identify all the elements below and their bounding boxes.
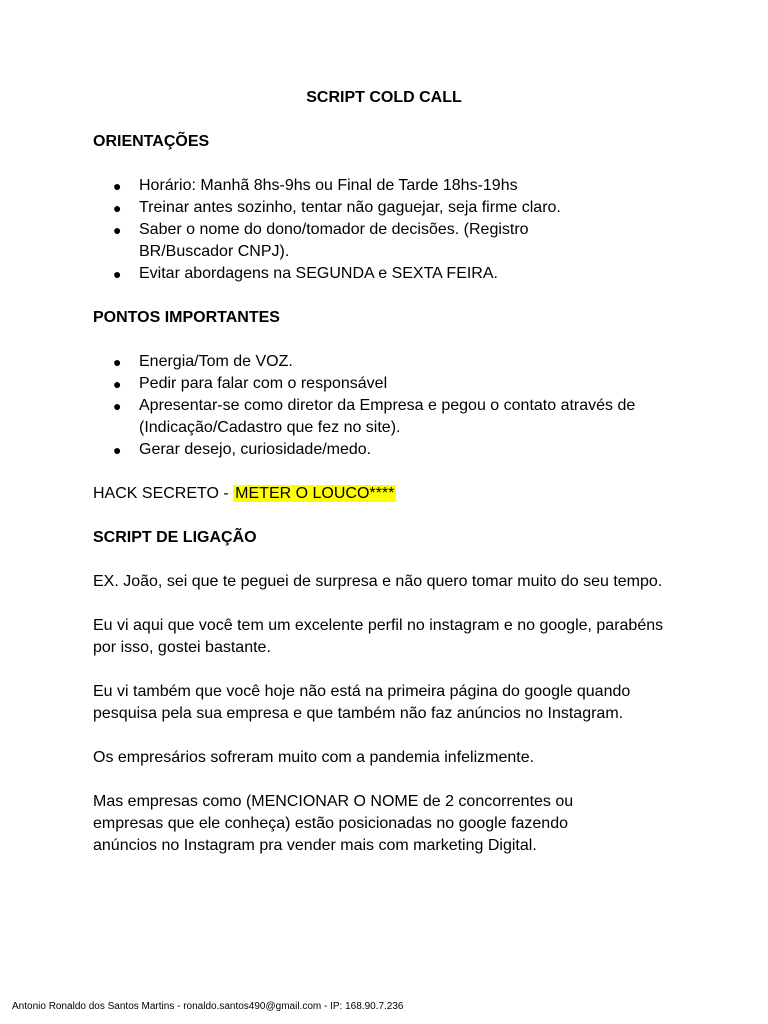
list-item: ● Horário: Manhã 8hs-9hs ou Final de Tarde 18hs-19hs [93,175,693,197]
script-paragraph: Eu vi também que você hoje não está na primeira página do google quando pesquisa pela sua empresa e que também não faz anúncios no Instagram. [93,683,631,722]
document-title: SCRIPT COLD CALL [306,89,462,106]
list-item: ● Treinar antes sozinho, tentar não gaguejar, seja firme claro. [93,197,693,219]
list-item: ● Saber o nome do dono/tomador de decisões. (Registro BR/Buscador CNPJ). [113,221,529,260]
pontos-heading: PONTOS IMPORTANTES [93,309,280,326]
document-body [93,131,693,857]
hack-prefix: HACK SECRETO - [93,485,234,502]
bullet-icon: ● [113,222,122,238]
hack-line [93,483,693,505]
script-paragraph: EX. João, sei que te peguei de surpresa e não quero tomar muito do seu tempo. [93,573,663,590]
script-heading: SCRIPT DE LIGAÇÃO [93,529,257,546]
bullet-icon: ● [113,178,122,194]
list-item: ● Gerar desejo, curiosidade/medo. [93,439,693,461]
bullet-icon: ● [113,376,122,392]
script-paragraph: Os empresários sofreram muito com a pandemia infelizmente. [93,749,535,766]
bullet-icon: ● [113,354,122,370]
orientacoes-heading: ORIENTAÇÕES [93,133,210,150]
script-paragraph: Mas empresas como (MENCIONAR O NOME de 2 concorrentes ou empresas que ele conheça) estão posicionadas no google fazendo anúncios no Instagram pra vender mais com marketing Digital. [93,793,574,854]
list-item: ● Evitar abordagens na SEGUNDA e SEXTA FEIRA. [93,263,693,285]
bullet-icon: ● [113,442,122,458]
list-item: ● Apresentar-se como diretor da Empresa e pegou o contato através de (Indicação/Cadastro que fez no site). [113,397,636,436]
list-item: ● Energia/Tom de VOZ. [93,351,693,373]
bullet-icon: ● [113,200,122,216]
hack-highlight: METER O LOUCO**** [235,485,395,502]
document-footer: Antonio Ronaldo dos Santos Martins - ronaldo.santos490@gmail.com - IP: 168.90.7.236 [12,1001,404,1012]
bullet-icon: ● [113,266,122,282]
pontos-list [93,351,693,461]
script-paragraph: Eu vi aqui que você tem um excelente perfil no instagram e no google, parabéns por isso, gostei bastante. [93,617,664,656]
bullet-icon: ● [113,398,122,414]
orientacoes-list [93,175,693,285]
list-item: ● Pedir para falar com o responsável [93,373,693,395]
